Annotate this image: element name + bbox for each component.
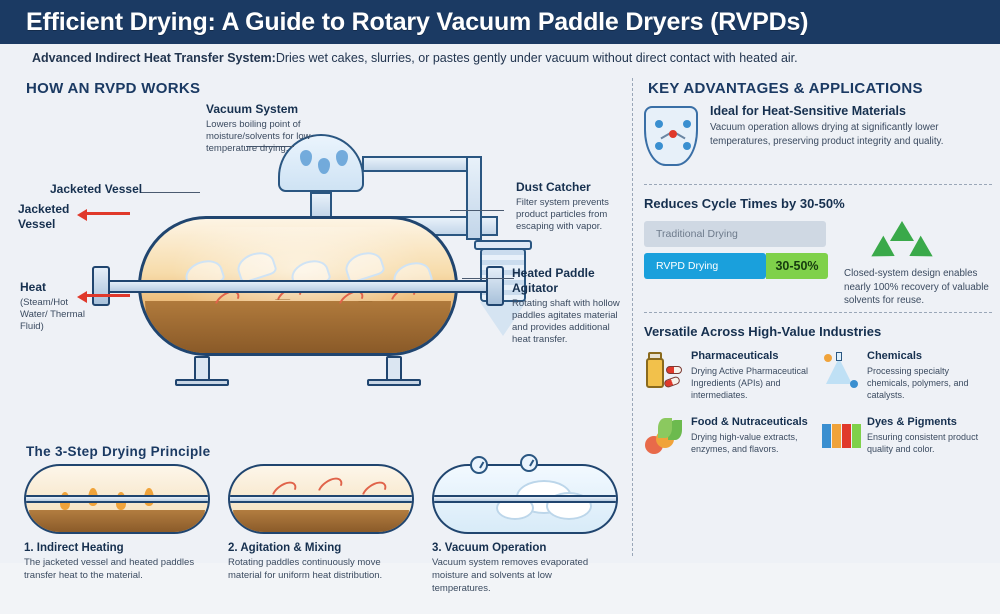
vessel-leg: [362, 532, 372, 534]
bar-row-traditional: [644, 221, 828, 247]
advantage-heat-sensitive: [644, 104, 992, 176]
industries-grid: [644, 350, 996, 476]
molecule-node-icon: [824, 354, 832, 362]
bar-row-rvpd: [644, 253, 828, 279]
flask-body: [826, 358, 852, 384]
step-desc: The jacketed vessel and heated paddles transfer heat to the material.: [24, 557, 195, 581]
swatch-red: [842, 424, 851, 448]
advantage-title: Ideal for Heat-Sensitive Materials: [710, 104, 906, 118]
step-label: 1. Indirect Heating: [24, 542, 124, 554]
agitator-shaft: [432, 495, 618, 503]
swatch-green: [852, 424, 861, 448]
recovery-desc: Closed-system design enables nearly 100% recovery of valuable solvents for reuse.: [844, 268, 989, 307]
industry-name: Food & Nutraceuticals: [691, 415, 808, 428]
pressure-gauge-icon: [520, 454, 538, 472]
fruit-leaf-icon: [644, 416, 684, 462]
step-card-agitation-mixing: [224, 464, 420, 614]
callout-jacketed-vessel-top: [50, 182, 158, 199]
step-label: 2. Agitation & Mixing: [228, 542, 342, 554]
industry-desc: Ensuring consistent product quality and color.: [867, 431, 979, 454]
shaft-bearing-right: [486, 266, 504, 306]
industry-name: Pharmaceuticals: [691, 350, 779, 362]
page-title: Efficient Drying: A Guide to Rotary Vacuum Paddle Dryers (RVPDs): [26, 7, 809, 36]
callout-jacketed-vessel-left: [18, 202, 82, 234]
callout-desc: Lowers boiling point of moisture/solvents for low-temperature drying.: [206, 119, 314, 154]
callout-title: Heated Paddle Agitator: [512, 266, 595, 295]
three-step-row: [20, 464, 628, 614]
mini-vessel-heating: [24, 464, 210, 534]
leader-line: [462, 278, 514, 279]
shield-icon: [644, 106, 698, 166]
step-label: 3. Vacuum Operation: [432, 542, 547, 554]
bottle-cap: [648, 352, 662, 360]
pill-bottle-icon: [644, 350, 684, 396]
vessel-leg: [270, 532, 280, 534]
callout-desc: (Steam/Hot Water/ Thermal Fluid): [20, 297, 85, 332]
vessel-foot: [367, 379, 421, 386]
capsule-icon: [666, 366, 682, 374]
industry-chemicals: [820, 350, 996, 402]
recycle-icon: [890, 221, 914, 241]
callout-title: Dust Catcher: [516, 180, 591, 194]
rvpd-diagram: [10, 98, 630, 418]
vapor-pipe-vertical: [310, 192, 332, 218]
molecule-node-icon: [655, 120, 663, 128]
right-column: [632, 72, 1000, 563]
bar-label: RVPD Drying: [656, 260, 719, 272]
callout-heat-input: [20, 280, 92, 333]
vessel-leg: [66, 532, 76, 534]
molecule-node-icon: [683, 120, 691, 128]
industry-name: Dyes & Pigments: [867, 415, 957, 428]
material-bed: [145, 301, 451, 353]
bar-value-badge: 30-50%: [766, 253, 828, 279]
vessel-foot: [175, 379, 229, 386]
bottle-body: [646, 358, 664, 388]
section-divider: [644, 184, 992, 185]
cycle-bar-chart: [644, 221, 828, 285]
droplet-icon: [318, 158, 330, 174]
step-desc: Rotating paddles continuously move material for uniform heat distribution.: [228, 557, 383, 581]
callout-desc: Rotating shaft with hollow paddles agitates material and provides additional heat transfer.: [512, 298, 620, 345]
agitator-shaft: [106, 280, 490, 293]
industry-desc: Processing specialty chemicals, polymers, and catalysts.: [867, 366, 969, 401]
callout-title: Jacketed Vessel: [18, 202, 70, 231]
body-area: [0, 72, 1000, 594]
cycle-heading: Reduces Cycle Times by 30-50%: [644, 196, 845, 211]
material-bed: [233, 510, 409, 532]
bar-rvpd: [644, 253, 766, 279]
flask-icon: [820, 350, 860, 396]
industries-block: [644, 324, 992, 339]
vacuum-line-down: [466, 156, 482, 240]
callout-title: Jacketed Vessel: [50, 182, 143, 196]
header-bar: [0, 0, 1000, 44]
molecule-node-icon: [683, 142, 691, 150]
agitator-shaft: [228, 495, 414, 503]
mini-vessel-vacuum: [432, 464, 618, 534]
callout-title: Heat: [20, 280, 47, 294]
heat-arrow-icon: [86, 212, 130, 215]
swatch-orange: [832, 424, 841, 448]
molecule-node-icon: [655, 142, 663, 150]
droplet-icon: [336, 150, 348, 166]
step-card-indirect-heating: [20, 464, 216, 614]
swatch-blue: [822, 424, 831, 448]
subtitle-bold: Advanced Indirect Heat Transfer System:: [32, 51, 276, 65]
capsule-icon: [663, 376, 681, 389]
section-title-3-step: The 3-Step Drying Principle: [26, 444, 211, 459]
subtitle-bar: [0, 44, 1000, 72]
color-swatch-icon: [820, 416, 860, 462]
leader-line: [450, 210, 504, 211]
advantage-desc: Vacuum operation allows drying at significantly lower temperatures, preserving product integrity and quality.: [710, 122, 944, 147]
callout-vacuum-system: [206, 102, 324, 155]
jacketed-vessel-graphic: [138, 216, 458, 356]
industry-desc: Drying high-value extracts, enzymes, and flavors.: [691, 431, 798, 454]
vessel-leg: [158, 532, 168, 534]
vessel-leg: [566, 532, 576, 534]
molecule-node-icon: [850, 380, 858, 388]
callout-heated-paddle-agitator: [512, 266, 620, 346]
industry-food-nutraceuticals: [644, 416, 820, 462]
vacuum-line: [362, 156, 482, 172]
shaft-bearing-left: [92, 266, 110, 306]
industry-name: Chemicals: [867, 350, 923, 362]
step-desc: Vacuum system removes evaporated moisture and solvents at low temperatures.: [432, 557, 589, 594]
subtitle-rest: Dries wet cakes, slurries, or pastes gently under vacuum without direct contact with heated air.: [275, 51, 798, 65]
industries-heading: Versatile Across High-Value Industries: [644, 324, 882, 339]
material-bed: [29, 510, 205, 532]
vessel-leg: [474, 532, 484, 534]
step-card-vacuum-operation: [428, 464, 624, 614]
flask-neck: [836, 352, 842, 361]
section-divider: [644, 312, 992, 313]
advantage-cycle-time: [644, 196, 992, 307]
bar-traditional: [644, 221, 826, 247]
section-title-how-it-works: HOW AN RVPD WORKS: [26, 80, 201, 97]
heat-arrow-icon: [86, 294, 130, 297]
section-title-key-advantages: KEY ADVANTAGES & APPLICATIONS: [648, 80, 923, 97]
callout-dust-catcher: [516, 180, 622, 233]
callout-title: Vacuum System: [206, 102, 299, 116]
industry-desc: Drying Active Pharmaceutical Ingredients (APIs) and intermediates.: [691, 366, 809, 401]
callout-desc: Filter system prevents product particles from escaping with vapor.: [516, 197, 609, 232]
industry-dyes-pigments: [820, 416, 996, 462]
leaf-icon: [658, 418, 672, 438]
mini-vessel-mixing: [228, 464, 414, 534]
industry-pharmaceuticals: [644, 350, 820, 402]
molecule-node-icon: [669, 130, 677, 138]
pressure-gauge-icon: [470, 456, 488, 474]
agitator-shaft: [24, 495, 210, 503]
left-column: [0, 72, 632, 594]
bar-label: Traditional Drying: [656, 228, 738, 240]
